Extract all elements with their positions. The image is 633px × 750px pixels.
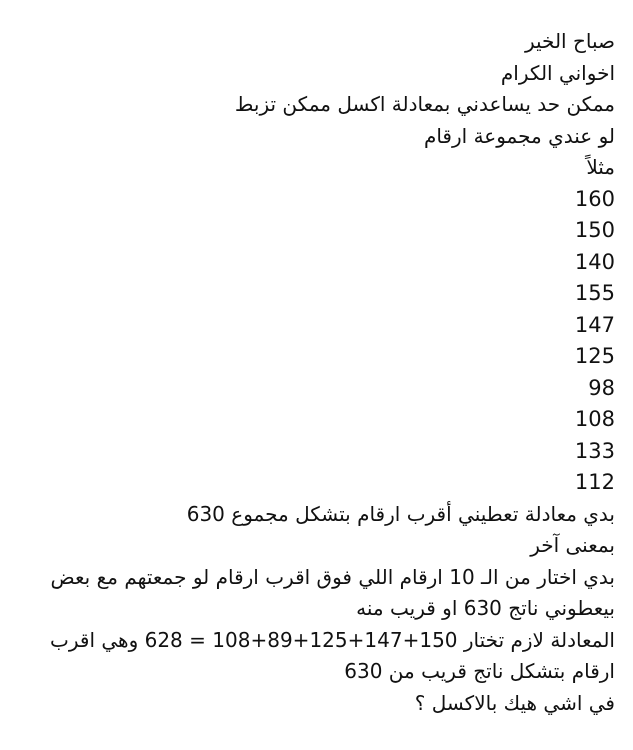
- number-item: 160: [574, 186, 615, 211]
- salutation-line: اخواني الكرام: [500, 60, 615, 85]
- number-item: 125: [574, 344, 615, 368]
- example-label: مثلاً: [586, 155, 615, 179]
- explanation-paragraph-2: المعادلة لازم تختار 150+147+125+89+108 = 628 وهي اقرب ارقام بتشكل ناتج قريب من 630: [50, 627, 615, 683]
- request-line: ممكن حد يساعدني بمعادلة اكسل ممكن تزبط: [234, 92, 615, 116]
- number-item: 98: [588, 375, 615, 400]
- number-item: 150: [574, 218, 615, 242]
- number-item: 147: [574, 312, 615, 337]
- in-other-words-line: بمعنى آخر: [530, 533, 615, 557]
- explanation-paragraph-1: بدي اختار من الـ 10 ارقام اللي فوق اقرب ارقام لو جمعتهم مع بعض بيعطوني ناتج 630 او قريب منه: [50, 564, 615, 620]
- greeting-line: صباح الخير: [524, 29, 615, 53]
- question-line: في اشي هيك بالاكسل ؟: [414, 690, 615, 715]
- intro-line: لو عندي مجموعة ارقام: [423, 123, 615, 148]
- number-item: 133: [574, 438, 615, 463]
- number-item: 108: [574, 407, 615, 431]
- number-item: 112: [574, 470, 615, 494]
- number-item: 140: [574, 249, 615, 274]
- goal-line: بدي معادلة تعطيني أقرب ارقام بتشكل مجموع 630: [186, 501, 615, 526]
- number-item: 155: [574, 281, 615, 305]
